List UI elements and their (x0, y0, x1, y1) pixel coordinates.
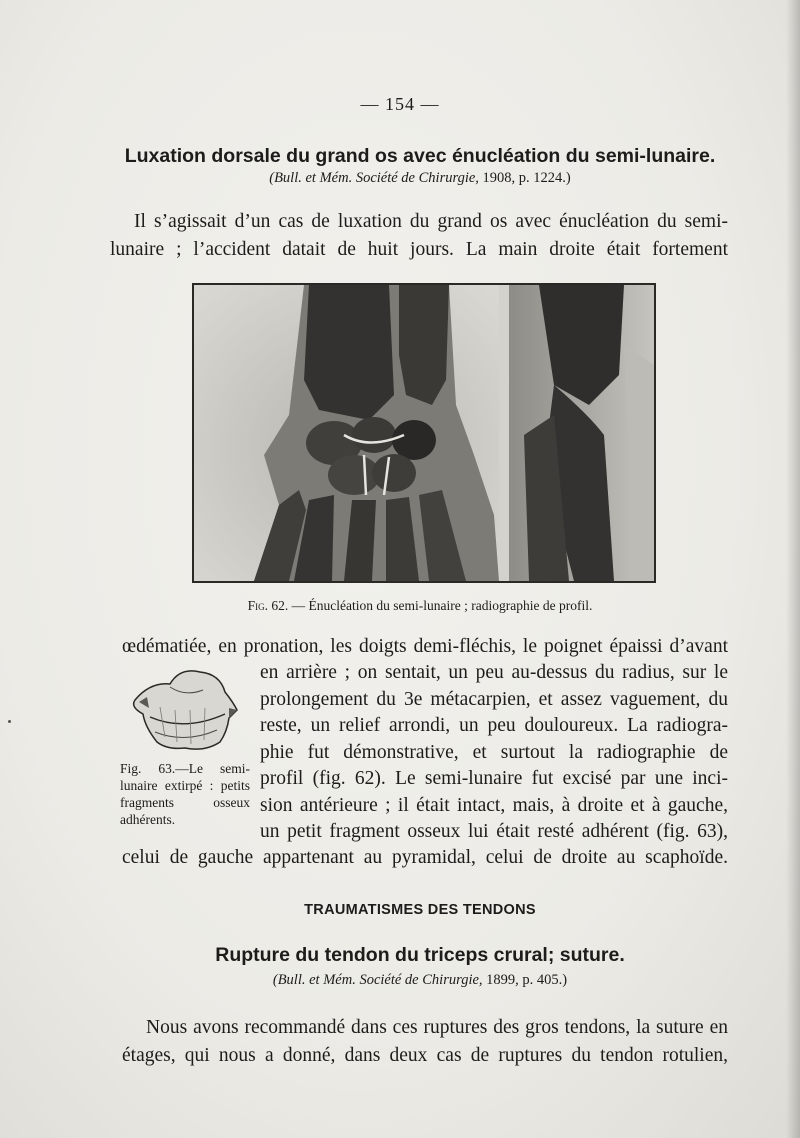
article-citation (110, 972, 730, 989)
paragraph-line: Nous avons recommandé dans ces ruptures des gros tendons, la suture en (146, 1017, 728, 1038)
section-heading: TRAUMATISMES DES TENDONS (304, 902, 536, 918)
citation-journal: (Bull. et Mém. Société de Chirurgie, (272, 972, 483, 988)
page-number: — 154 — (360, 94, 440, 114)
page-edge-shadow (786, 0, 800, 1138)
paragraph-line: en arrière ; on sentait, un peu au-dessus du radius, sur le (260, 662, 728, 683)
article-title: Luxation dorsale du grand os avec énucléation du semi-lunaire. (124, 145, 716, 167)
paragraph-line: celui de gauche appartenant au pyramidal, celui de droite au scaphoïde. (122, 847, 728, 868)
paragraph-line: étages, qui nous a donné, dans deux cas de ruptures du tendon rotulien, (122, 1045, 728, 1066)
article-intro-paragraph (122, 1014, 728, 1070)
article-citation (110, 170, 730, 187)
paragraph-line: lunaire ; l’accident datait de huit jours. La main droite était fortement (110, 239, 728, 260)
citation-details: 1899, p. 405.) (486, 972, 568, 988)
figure-62-caption (200, 598, 640, 614)
figure-62-label: Fig. 62. (247, 598, 289, 613)
paragraph-line: prolongement du 3e métacarpien, et assez vaguement, du (260, 688, 728, 710)
figure-62-text: — Énucléation du semi-lunaire ; radiographie de profil. (291, 598, 593, 613)
wrapped-paragraph (260, 660, 728, 846)
semilunar-bone-illustration (125, 662, 245, 752)
paragraph-line: un petit fragment osseux lui était resté adhérent (fig. 63), (260, 821, 728, 842)
radiograph-image (194, 285, 654, 581)
bone-drawing (125, 662, 245, 752)
paragraph-line: reste, un relief arrondi, un peu douloureux. La radiogra- (260, 715, 728, 736)
article-intro-paragraph (110, 208, 728, 264)
paragraph-line: phie fut démonstrative, et surtout la radiographie de (260, 741, 728, 763)
paragraph-line: œdématiée, en pronation, les doigts demi-fléchis, le poignet épaissi d’avant (122, 636, 728, 657)
paragraph-line: Il s’agissait d’un cas de luxation du grand os avec énucléation du semi- (134, 211, 728, 232)
paragraph-line: profil (fig. 62). Le semi-lunaire fut excisé par une inci- (260, 768, 728, 789)
citation-journal: (Bull. et Mém. Société de Chirurgie, (269, 170, 479, 186)
figure-63-caption: Fig. 63.—Le semi-lunaire extirpé : petits fragments osseux adhérents. (120, 761, 250, 827)
radiograph-figure (192, 283, 656, 583)
paragraph-line: sion antérieure ; il était intact, mais, à droite et à gauche, (260, 794, 728, 816)
article-title: Rupture du tendon du triceps crural; suture. (215, 944, 625, 966)
citation-details: 1908, p. 1224.) (482, 170, 571, 186)
paper-speck (8, 720, 11, 723)
